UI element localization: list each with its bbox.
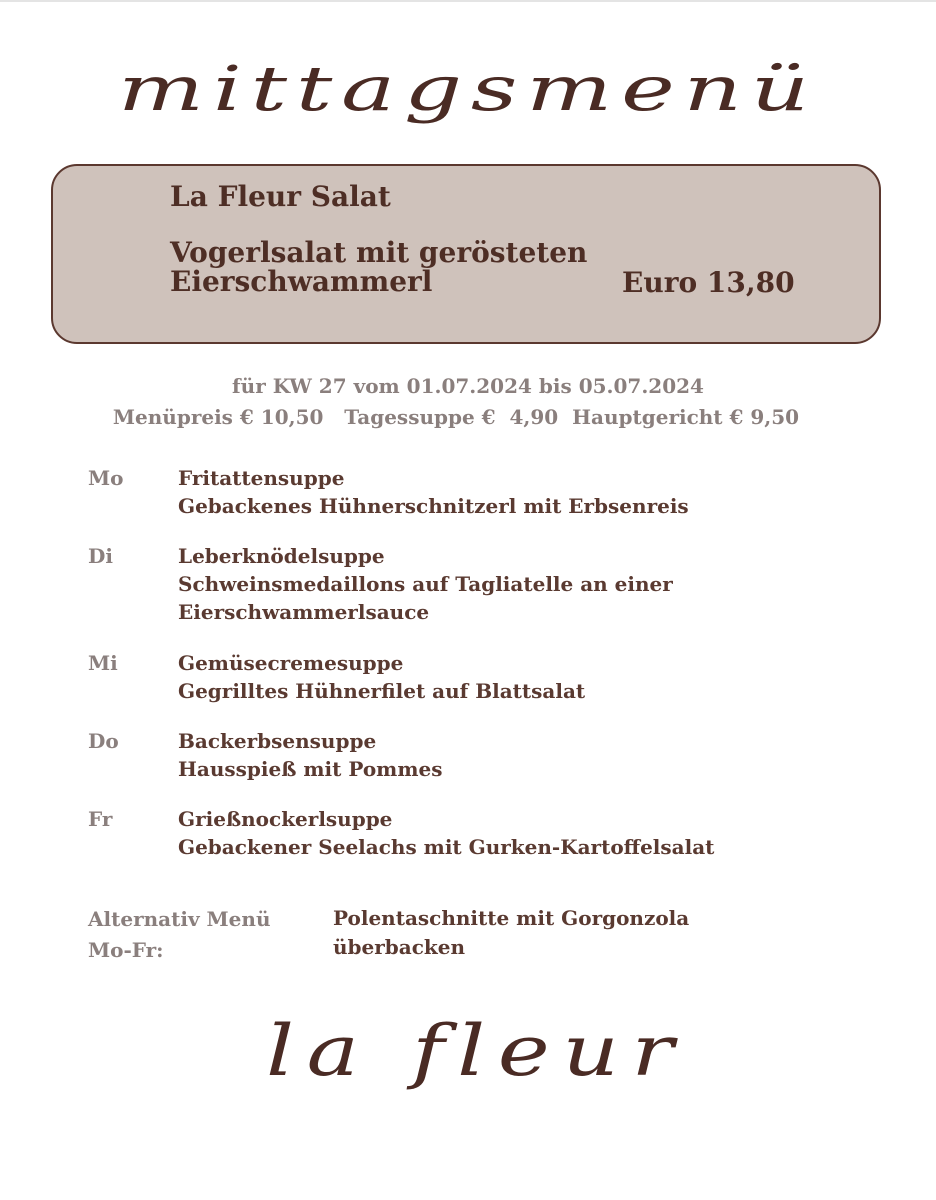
alternative-dish-line: überbacken	[333, 935, 466, 959]
menu-title: mittagsmenü	[118, 52, 818, 125]
day-dishes	[178, 542, 798, 626]
dish-line: Grießnockerlsuppe	[178, 807, 393, 831]
dish-line: Gebackenes Hühnerschnitzerl mit Erbsenreis	[178, 494, 689, 518]
day-label: Di	[88, 544, 113, 568]
special-dish	[170, 238, 587, 296]
day-dishes	[178, 727, 798, 783]
menu-title-script	[0, 0, 936, 160]
day-label: Mi	[88, 651, 118, 675]
special-title: La Fleur Salat	[170, 180, 391, 213]
footer-logo-text: la fleur	[266, 1010, 686, 1092]
week-info: für KW 27 vom 01.07.2024 bis 05.07.2024	[232, 374, 704, 398]
alternative-dish-line: Polentaschnitte mit Gorgonzola	[333, 906, 690, 930]
special-offer-box	[51, 164, 881, 344]
alternative-label-line: Mo-Fr:	[88, 938, 164, 962]
special-dish-line: Vogerlsalat mit gerösteten	[170, 236, 588, 269]
dish-line: Hausspieß mit Pommes	[178, 757, 443, 781]
dish-line: Leberknödelsuppe	[178, 544, 385, 568]
alternative-label	[88, 904, 270, 966]
dish-line: Eierschwammerlsauce	[178, 600, 430, 624]
day-dishes	[178, 649, 798, 705]
alternative-label-line: Alternativ Menü	[88, 907, 271, 931]
price-info: Menüpreis € 10,50 Tagessuppe € 4,90 Hauptgericht € 9,50	[112, 405, 800, 429]
alternative-dish	[333, 904, 689, 962]
dish-line: Fritattensuppe	[178, 466, 345, 490]
day-dishes	[178, 805, 798, 861]
dish-line: Gebackener Seelachs mit Gurken-Kartoffelsalat	[178, 835, 715, 859]
day-dishes	[178, 464, 798, 520]
day-label: Mo	[88, 466, 124, 490]
special-price: Euro 13,80	[622, 266, 795, 299]
dish-line: Schweinsmedaillons auf Tagliatelle an einer	[178, 572, 673, 596]
dish-line: Gegrilltes Hühnerfilet auf Blattsalat	[178, 679, 586, 703]
special-dish-line: Eierschwammerl	[170, 265, 433, 298]
dish-line: Backerbsensuppe	[178, 729, 377, 753]
day-label: Fr	[88, 807, 113, 831]
dish-line: Gemüsecremesuppe	[178, 651, 404, 675]
day-label: Do	[88, 729, 119, 753]
